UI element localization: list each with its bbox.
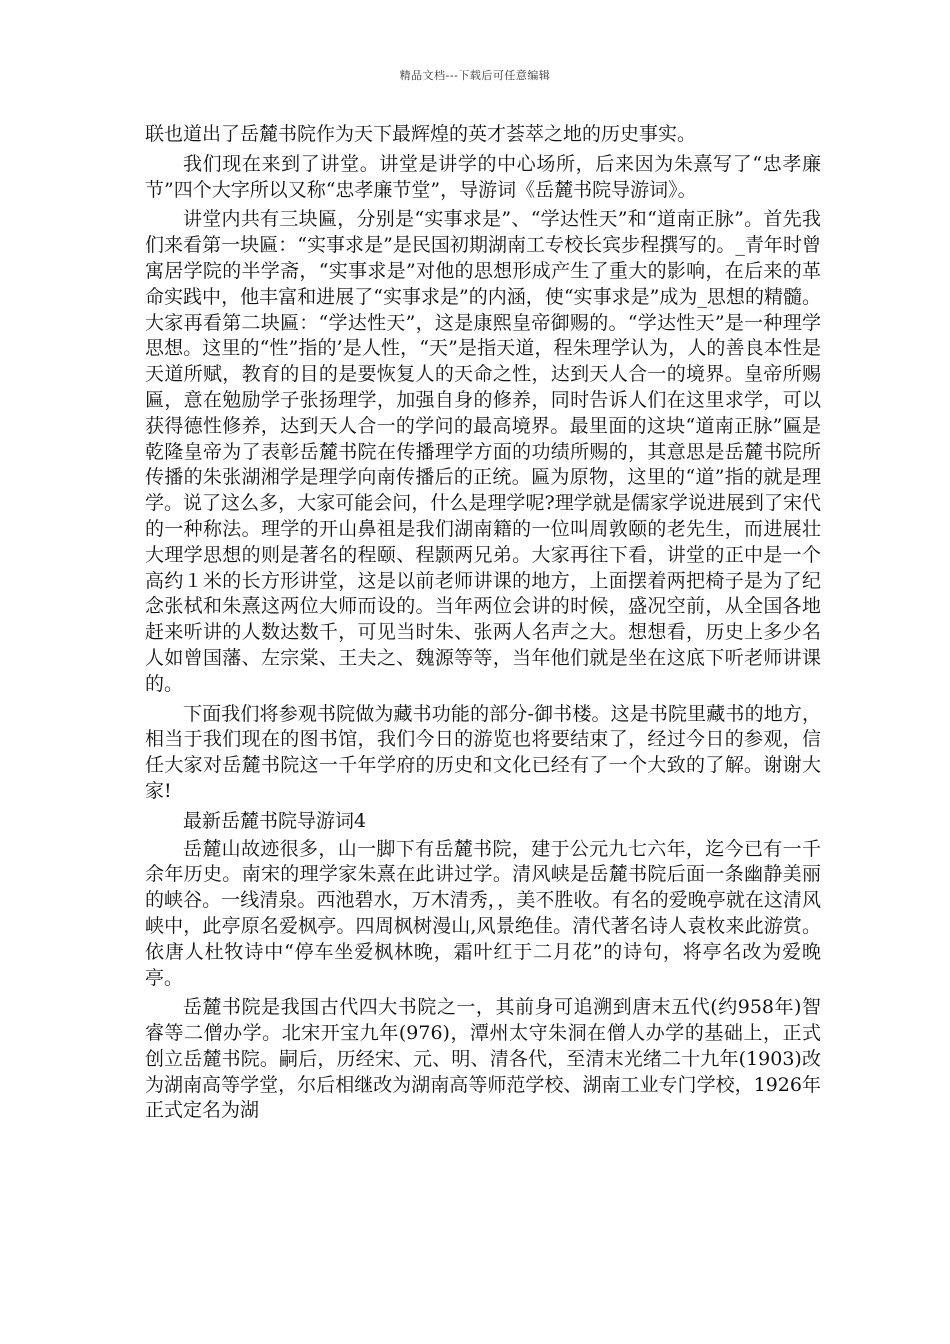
document-body [145,122,821,1128]
paragraph: 岳麓山故迹很多，山一脚下有岳麓书院，建于公元九七六年，迄今已有一千余年历史。南宋的理学家朱熹在此讲过学。清风峡是岳麓书院后面一条幽静美丽的峡谷。一线清泉。西池碧水，万木清秀，，美不胜收。有名的爱晚亭就在这清风峡中，此亭原名爱枫亭。四周枫树漫山,风景绝佳。清代著名诗人袁枚来此游赏。依唐人杜牧诗中“停车坐爱枫林晚，霜叶红于二月花”的诗句，将亭名改为爱晚亭。 [145,837,821,989]
section-heading: 最新岳麓书院导游词4 [183,809,367,832]
paragraph: 下面我们将参观书院做为藏书功能的部分-御书楼。这是书院里藏书的地方，相当于我们现在的图书馆，我们今日的游览也将要结束了，经过今日的参观，信任大家对岳麓书院这一千年学府的历史和文化已经有了一个大致的了解。谢谢大家! [145,702,821,802]
paragraph: 联也道出了岳麓书院作为天下最辉煌的英才荟萃之地的历史事实。 [145,123,697,145]
paragraph: 我们现在来到了讲堂。讲堂是讲学的中心场所，后来因为朱熹写了“忠孝廉节”四个大字所以又称“忠孝廉节堂”，导游词《岳麓书院导游词》。 [145,152,821,201]
paragraph: 讲堂内共有三块匾，分别是“实事求是”、“学达性天”和“道南正脉”。首先我们来看第一块匾：“实事求是”是民国初期湖南工专校长宾步程撰写的。_青年时曾寓居学院的半学斋，“实事求是”对他的思想形成产生了重大的影响，在后来的革命实践中，他丰富和进展了“实事求是”的内涵，使“实事求是”成为_思想的精髓。大家再看第二块匾：“学达性天”，这是康熙皇帝御赐的。“学达性天”是一种理学思想。这里的“性”指的’是人性，“天”是指天道，程朱理学认为，人的善良本性是天道所赋，教育的目的是要恢复人的天命之性，达到天人合一的境界。皇帝所赐匾，意在勉励学子张扬理学，加强自身的修养，同时告诉人们在这里求学，可以获得德性修养，达到天人合一的学问的最高境界。最里面的这块“道南正脉”匾是乾隆皇帝为了表彰岳麓书院在传播理学方面的功绩所赐的，其意思是岳麓书院所传播的朱张湖湘学是理学向南传播后的正统。匾为原物，这里的“道”指的就是理学。说了这么多，大家可能会问，什么是理学呢?理学就是儒家学说进展到了宋代的一种称法。理学的开山鼻祖是我们湖南籍的一位叫周敦颐的老先生，而进展壮大理学思想的则是著名的程颐、程颢两兄弟。大家再往下看，讲堂的正中是一个高约１米的长方形讲堂，这是以前老师讲课的地方，上面摆着两把椅子是为了纪念张栻和朱熹这两位大师而设的。当年两位会讲的时候，盛况空前，从全国各地赶来听讲的人数达数千，可见当时朱、张两人名声之大。想想看，历史上多少名人如曾国藩、左宗棠、王夫之、魏源等等，当年他们就是坐在这底下听老师讲课的。 [145,208,821,695]
page-header: 精品文档---下载后可任意编辑 [399,69,551,82]
paragraph: 岳麓书院是我国古代四大书院之一，其前身可追溯到唐末五代(约958年)智睿等二僧办学。北宋开宝九年(976)，潭州太守朱洞在僧人办学的基础上，正式创立岳麓书院。嗣后，历经宋、元、明、清各代，至清末光绪二十九年(1903)改为湖南高等学堂，尔后相继改为湖南高等师范学校、湖南工业专门学校，1926年正式定名为湖 [145,996,821,1122]
